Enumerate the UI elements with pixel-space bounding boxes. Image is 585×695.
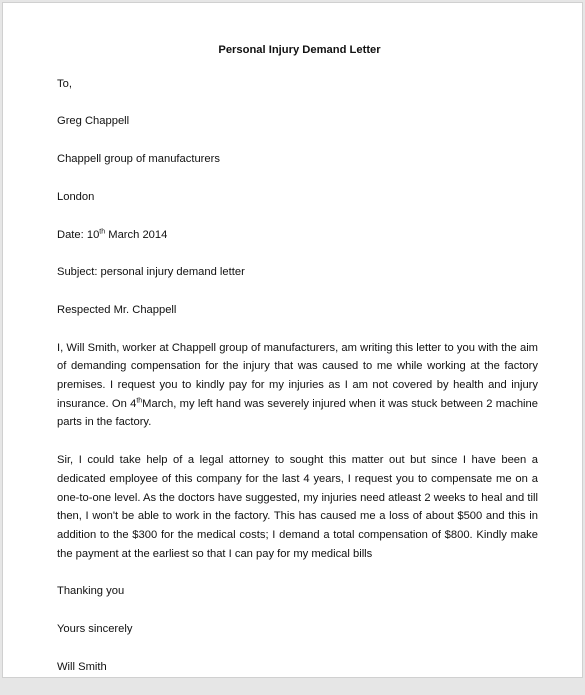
date-suffix: March 2014	[105, 228, 168, 241]
date-superscript: th	[99, 227, 106, 235]
body-paragraph-2: Sir, I could take help of a legal attorney to sought this matter out but since I have been a dedicated employee of this company for the last 4 years, I request you to compensate me on a one-to-one level. As the doctors have suggested, my injuries need atleast 2 weeks to heal and till then, I won't be able to work in the factory. This has caused me a loss of about $500 and this in addition to the $300 for the medical costs; I demand a total compensation of $800. Kindly make the payment at the earliest so that I can pay for my medical bills	[57, 454, 538, 560]
recipient-name: Greg Chappell	[57, 115, 130, 128]
closing-line: Yours sincerely	[57, 623, 133, 636]
recipient-company: Chappell group of manufacturers	[57, 153, 220, 166]
date-prefix: Date: 10	[57, 228, 100, 241]
salutation-to: To,	[57, 77, 72, 90]
thanks-line: Thanking you	[57, 585, 125, 598]
para1-superscript: th	[136, 397, 143, 404]
para1-text-b: March, my left hand was severely injured when it was stuck between 2 machine parts in the factory.	[57, 397, 538, 429]
letter-greeting: Respected Mr. Chappell	[57, 303, 177, 316]
para1-text-a: I, Will Smith, worker at Chappell group of manufacturers, am writing this letter to you with the aim of demanding compensation for the injury that was caused to me while working at the factory premises. I request you to kindly pay for my injuries as I am not covered by health and injury insurance. On 4	[57, 341, 538, 410]
letter-subject: Subject: personal injury demand letter	[57, 266, 245, 279]
letter-body	[57, 41, 538, 695]
letter-date	[57, 226, 538, 245]
signature-name: Will Smith	[57, 660, 107, 673]
letter-title: Personal Injury Demand Letter	[218, 44, 381, 56]
document-page	[3, 3, 582, 677]
recipient-city: London	[57, 190, 95, 203]
body-paragraph-1	[57, 339, 538, 433]
